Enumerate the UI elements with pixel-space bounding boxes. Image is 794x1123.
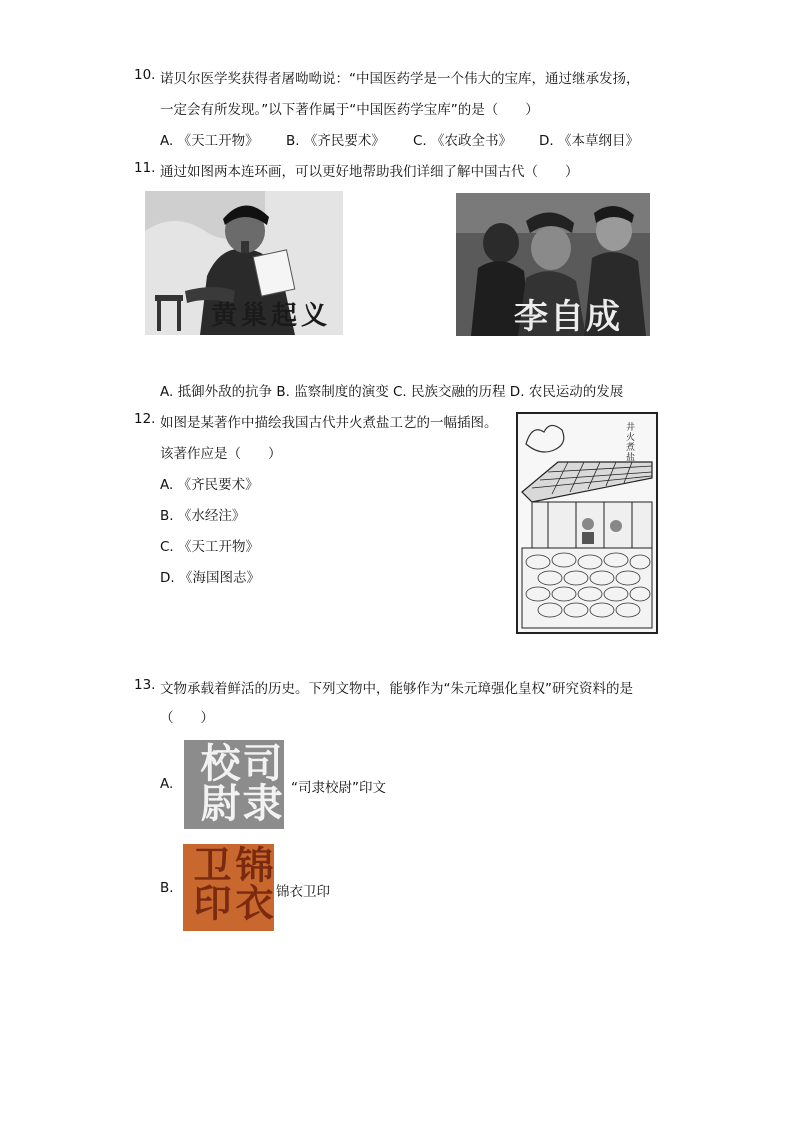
silicaowei-seal-text: 司隶校尉 bbox=[194, 742, 283, 822]
q12-option-c: C. 《天工开物》 bbox=[160, 539, 260, 555]
q13-option-a-label: A. bbox=[160, 776, 174, 792]
q11-stem: 通过如图两本连环画，可以更好地帮助我们详细了解中国古代（ ） bbox=[160, 164, 579, 180]
q10-option-c: C. 《农政全书》 bbox=[413, 133, 513, 149]
silicaowei-seal-image bbox=[184, 740, 284, 829]
q11-number: 11. bbox=[134, 160, 156, 176]
jinyiwei-seal-text: 锦衣卫印 bbox=[187, 845, 274, 921]
q12-option-b: B. 《水经注》 bbox=[160, 508, 246, 524]
q13-option-b-label: B. bbox=[160, 880, 174, 896]
q12-option-d: D. 《海国图志》 bbox=[160, 570, 260, 586]
q13-stem: 文物承载着鲜活的历史。下列文物中，能够作为“朱元璋强化皇权”研究资料的是 bbox=[160, 681, 633, 697]
well-fire-salt-illustration bbox=[516, 412, 658, 634]
lizicheng-comic-title: 李自成 bbox=[514, 297, 622, 336]
q12-stem-line2: 该著作应是（ ） bbox=[160, 446, 282, 462]
q13-number: 13. bbox=[134, 677, 156, 693]
q10-stem-line1: 诺贝尔医学奖获得者屠呦呦说：“中国医药学是一个伟大的宝库，通过继承发扬， bbox=[160, 71, 640, 87]
lizicheng-comic-image bbox=[456, 193, 650, 336]
q10-number: 10. bbox=[134, 67, 156, 83]
q11-options: A. 抵御外敌的抗争 B. 监察制度的演变 C. 民族交融的历程 D. 农民运动的发展 bbox=[160, 384, 624, 400]
q10-option-a: A. 《天工开物》 bbox=[160, 133, 259, 149]
q13-option-a-text: “司隶校尉”印文 bbox=[291, 780, 386, 796]
q10-option-d: D. 《本草纲目》 bbox=[539, 133, 639, 149]
huangchao-comic-title: 黄巢起义 bbox=[211, 301, 332, 331]
q13-paren: （ ） bbox=[160, 710, 214, 726]
huangchao-comic-image bbox=[145, 191, 343, 335]
q10-option-b: B. 《齐民要术》 bbox=[286, 133, 385, 149]
q12-number: 12. bbox=[134, 411, 156, 427]
q13-option-b-text: 锦衣卫印 bbox=[276, 884, 330, 900]
jinyiwei-seal-image bbox=[183, 844, 274, 931]
q12-option-a: A. 《齐民要术》 bbox=[160, 477, 259, 493]
q10-stem-line2: 一定会有所发现。”以下著作属于“中国医药学宝库”的是（ ） bbox=[160, 102, 539, 118]
q12-stem-line1: 如图是某著作中描绘我国古代井火煮盐工艺的一幅插图。 bbox=[160, 415, 498, 431]
well-fire-illustration-title: 井火煮盐 bbox=[624, 422, 634, 462]
